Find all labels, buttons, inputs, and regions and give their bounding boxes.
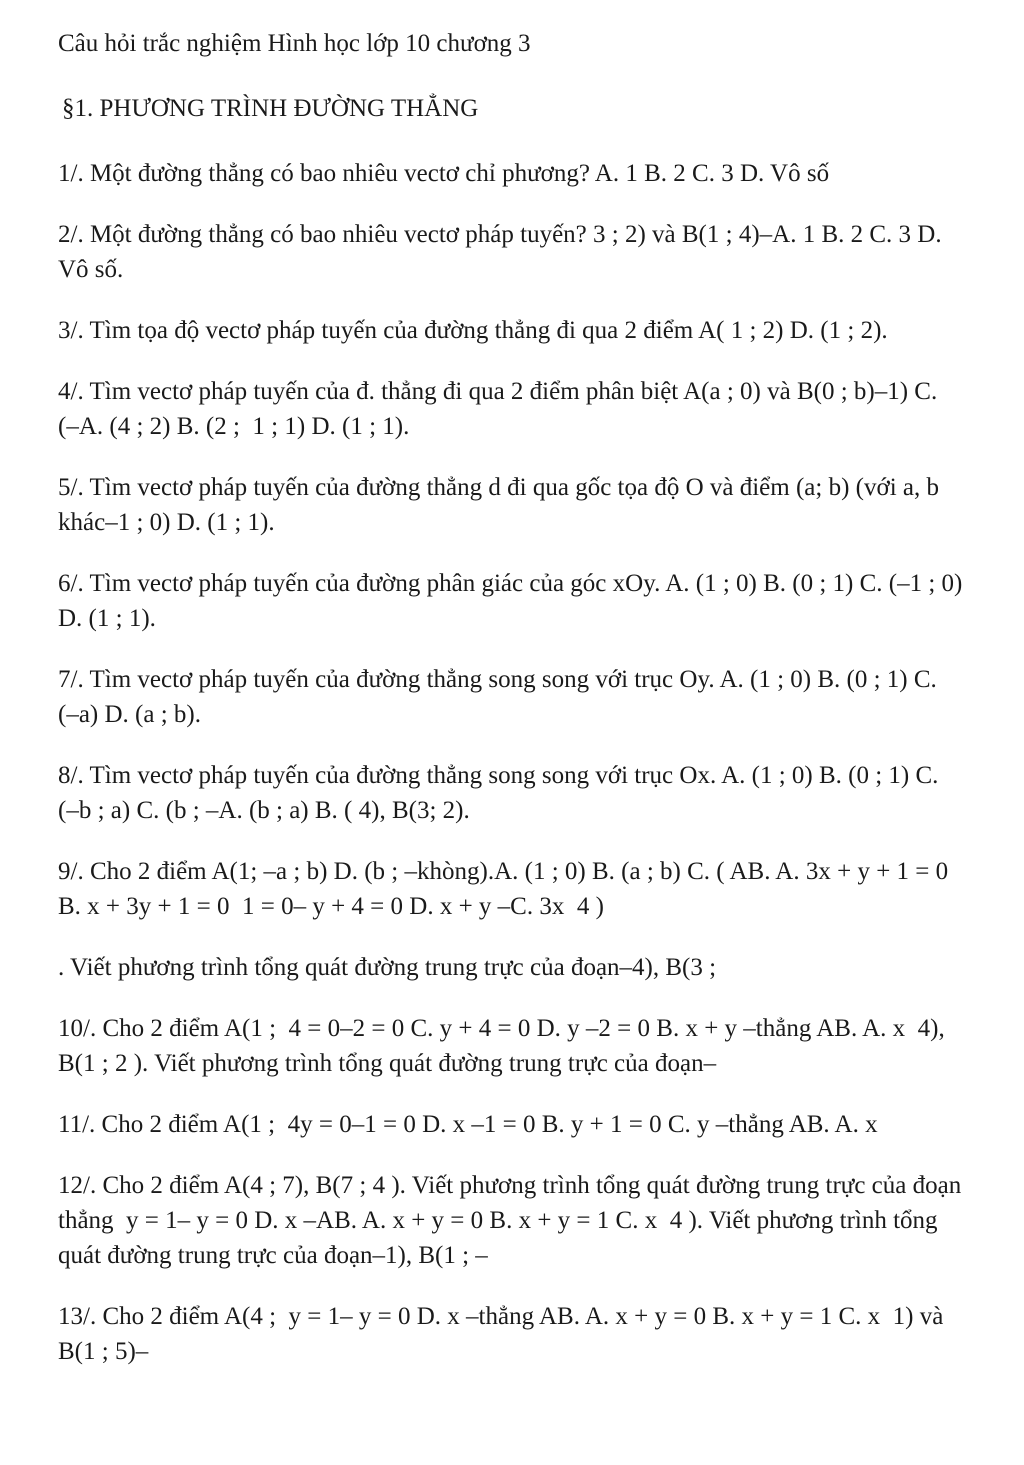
- question-8: 8/. Tìm vectơ pháp tuyến của đường thẳng song song với trục Ox. A. (1 ; 0) B. (0 ; 1) C. (–b ; a) C. (b ; –A. (b ; a) B. ( 4), B(3; 2).: [58, 762, 945, 824]
- question-5: 5/. Tìm vectơ pháp tuyến của đường thẳng d đi qua gốc tọa độ O và điểm (a; b) (với a, b khác–1 ; 0) D. (1 ; 1).: [58, 474, 946, 536]
- question-3: 3/. Tìm tọa độ vectơ pháp tuyến của đường thẳng đi qua 2 điểm A( 1 ; 2) D. (1 ; 2).: [58, 317, 888, 344]
- question-10: 10/. Cho 2 điểm A(1 ; 4 = 0–2 = 0 C. y + 4 = 0 D. y –2 = 0 B. x + y –thẳng AB. A. x 4), B(1 ; 2 ). Viết phương trình tổng quát đường trung trực của đoạn–: [58, 1015, 951, 1077]
- document-title: Câu hỏi trắc nghiệm Hình học lớp 10 chương 3: [58, 30, 531, 57]
- question-4: 4/. Tìm vectơ pháp tuyến của đ. thẳng đi qua 2 điểm phân biệt A(a ; 0) và B(0 ; b)–1) C. (–A. (4 ; 2) B. (2 ; 1 ; 1) D. (1 ; 1).: [58, 378, 944, 440]
- question-1: 1/. Một đường thẳng có bao nhiêu vectơ chỉ phương? A. 1 B. 2 C. 3 D. Vô số: [58, 160, 830, 187]
- question-9: 9/. Cho 2 điểm A(1; –a ; b) D. (b ; –khòng).A. (1 ; 0) B. (a ; b) C. ( AB. A. 3x + y + 1 = 0 B. x + 3y + 1 = 0 1 = 0– y + 4 = 0 D. x + y –C. 3x 4 ): [58, 858, 955, 920]
- question-12: 12/. Cho 2 điểm A(4 ; 7), B(7 ; 4 ). Viết phương trình tổng quát đường trung trực của đoạn thẳng y = 1– y = 0 D. x –AB. A. x + y = 0 B. x + y = 1 C. x 4 ). Viết phương trình tổng quát đường trung trực của đoạn–1), B(1 ; –: [58, 1172, 968, 1269]
- question-6: 6/. Tìm vectơ pháp tuyến của đường phân giác của góc xOy. A. (1 ; 0) B. (0 ; 1) C. (–1 ; 0) D. (1 ; 1).: [58, 570, 969, 632]
- question-13: 13/. Cho 2 điểm A(4 ; y = 1– y = 0 D. x –thẳng AB. A. x + y = 0 B. x + y = 1 C. x 1) và B(1 ; 5)–: [58, 1303, 950, 1365]
- orphan-line: . Viết phương trình tổng quát đường trung trực của đoạn–4), B(3 ;: [58, 954, 717, 981]
- question-7: 7/. Tìm vectơ pháp tuyến của đường thẳng song song với trục Oy. A. (1 ; 0) B. (0 ; 1) C. (–a) D. (a ; b).: [58, 666, 944, 728]
- section-heading: §1. PHƯƠNG TRÌNH ĐƯỜNG THẲNG: [62, 95, 479, 122]
- question-11: 11/. Cho 2 điểm A(1 ; 4y = 0–1 = 0 D. x –1 = 0 B. y + 1 = 0 C. y –thẳng AB. A. x: [58, 1111, 878, 1138]
- question-2: 2/. Một đường thẳng có bao nhiêu vectơ pháp tuyến? 3 ; 2) và B(1 ; 4)–A. 1 B. 2 C. 3 D. Vô số.: [58, 221, 948, 283]
